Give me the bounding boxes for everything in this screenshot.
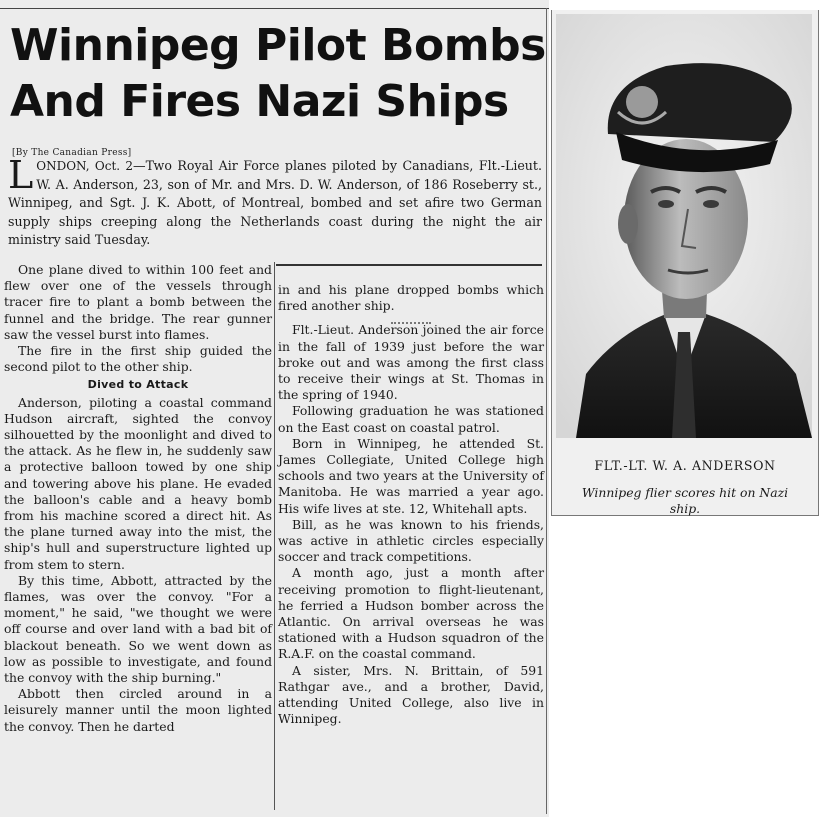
byline: [By The Canadian Press] — [12, 148, 132, 158]
portrait-image — [556, 14, 812, 438]
paragraph: Born in Winnipeg, he attended St. James Collegiate, United College high schools and two years at the University of Manitoba. He was married a year ago. His wife lives at ste. 12, Whitehall apts. — [278, 435, 544, 516]
top-border — [0, 8, 549, 9]
right-border — [546, 8, 547, 814]
drop-cap: L — [8, 153, 34, 197]
lead-text: —Two Royal Air Force planes piloted by Canadians, Flt.-Lieut. W. A. Anderson, 23, son of Mr. and Mrs. D. W. Anderson, of 186 Roseberry st., Winnipeg, and Sgt. J. K. Abott, of Montreal, bombed and set afire two German supply ships creeping along the Netherlands coast during the night the air ministry said Tuesday. — [8, 158, 542, 247]
column-divider — [274, 262, 275, 810]
paragraph: A month ago, just a month after receiving promotion to flight-lieutenant, he ferried a Hudson bomber across the Atlantic. On arrival overseas he was stationed with a Hudson squadron of the R.A.F. on the coastal command. — [278, 565, 544, 662]
paragraph: in and his plane dropped bombs which fired another ship. — [278, 282, 544, 314]
cap-badge-icon — [626, 86, 658, 118]
dateline: ONDON, Oct. 2 — [36, 159, 134, 173]
lead-rule — [276, 264, 542, 266]
headline-line-1: Winnipeg Pilot Bombs — [10, 20, 546, 71]
paragraph: Anderson, piloting a coastal command Hudson aircraft, sighted the convoy silhouetted by the moonlight and dived to the attack. As he flew in, he suddenly saw a protective balloon towed by one ship and towering above his plane. He evaded the balloon's cable and a heavy bomb from his machine scored a direct hit. As the plane turned away into the mist, the ship's hull and superstructure lighted up from stem to stern. — [4, 394, 272, 572]
photo-caption-title: FLT.-LT. W. A. ANDERSON — [594, 458, 776, 473]
paragraph: Following graduation he was stationed on the East coast on coastal patrol. — [278, 403, 544, 435]
photo-caption-subtitle: Winnipeg flier scores hit on Nazi ship. — [581, 485, 789, 516]
headline-line-2: And Fires Nazi Ships — [10, 76, 509, 127]
paragraph: Bill, as he was known to his friends, was active in athletic circles especially soccer and track competitions. — [278, 516, 544, 565]
paragraph: One plane dived to within 100 feet and flew over one of the vessels through tracer fire to plant a bomb between the funnel and the bridge. The rear gunner saw the vessel burst into flames. — [4, 262, 272, 342]
paragraph: A sister, Mrs. N. Brittain, of 591 Rathgar ave., and a brother, David, attending United College, also live in Winnipeg. — [278, 662, 544, 727]
subheading: Dived to Attack — [87, 378, 189, 392]
paragraph: By this time, Abbott, attracted by the flames, was over the convoy. "For a moment," he said, "we thought we were off course and over land with a bad bit of blackout beneath. So we went down as low as possible to investigate, and found the convoy with the ship burning." — [4, 572, 272, 686]
dotted-separator — [278, 314, 544, 322]
portrait-photo — [556, 14, 812, 438]
paragraph: The fire in the first ship guided the second pilot to the other ship. — [4, 343, 272, 375]
paragraph: Abbott then circled around in a leisurely manner until the moon lighted the convoy. Then he darted — [4, 686, 272, 734]
column-1 — [4, 262, 272, 735]
column-2 — [278, 282, 544, 727]
photo-panel — [551, 10, 819, 516]
headline — [10, 18, 545, 130]
paragraph: Flt.-Lieut. Anderson joined the air force in the fall of 1939 just before the war broke out and was among the first class to receive their wings at St. Thomas in the spring of 1940. — [278, 322, 544, 403]
